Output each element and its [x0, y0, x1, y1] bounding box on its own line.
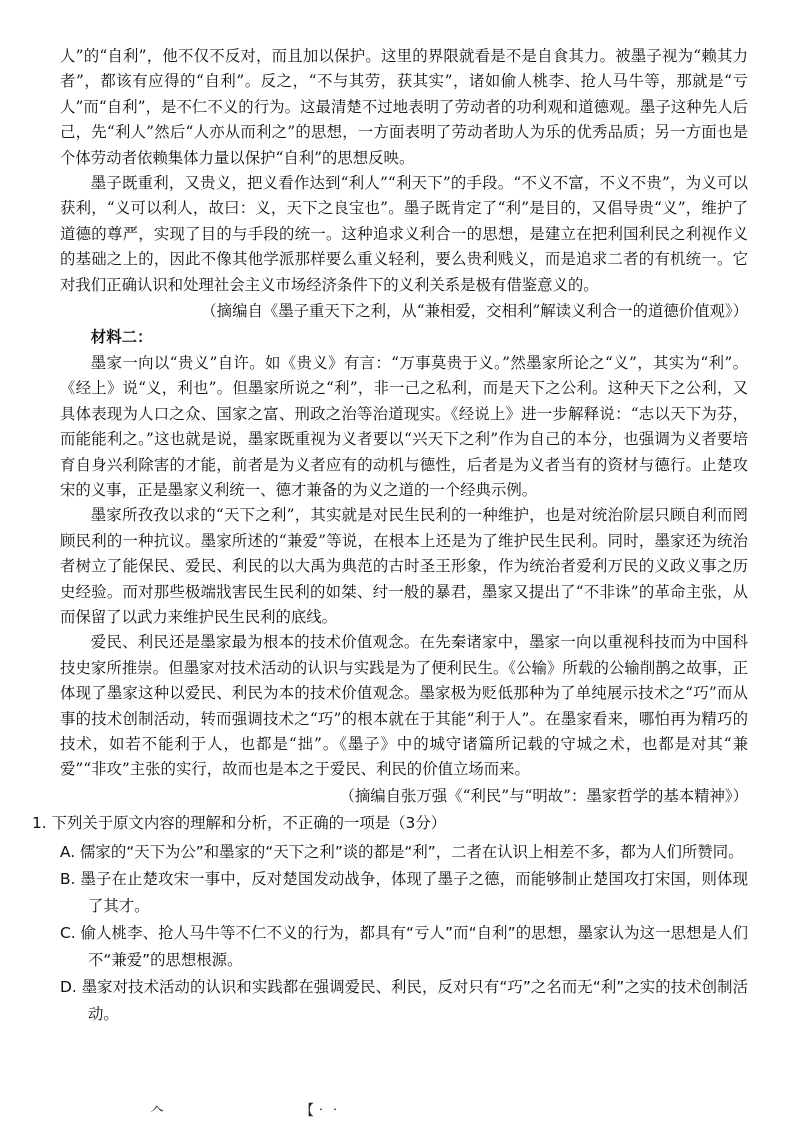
footer-mark-left: 𠆢 — [150, 1103, 164, 1119]
option-b[interactable]: B. 墨子在止楚攻宋一事中，反对楚国发动战争，体现了墨子之德，而能够制止楚国攻打宋国，则体现了其才。 — [60, 869, 748, 915]
answer-options — [60, 839, 748, 1028]
paragraph-tech-values: 爱民、利民还是墨家最为根本的技术价值观念。在先秦诸家中，墨家一向以重视科技而为中国科技史家所推崇。但墨家对技术活动的认识与实践是为了便利民生。《公输》所载的公输削鹊之故事，正体现了墨家这种以爱民、利民为本的技术价值观念。墨家极为贬低那种为了单纯展示技术之“巧”而从事的技术创制活动，转而强调技术之“巧”的根本就在于其能“利于人”。在墨家看来，哪怕再为精巧的技术，如若不能利于人，也都是“拙”。《墨子》中的城守诸篇所记载的守城之术，也都是对其“兼爱”“非攻”主张的实行，故而也是本之于爱民、利民的价值立场而来。 — [60, 633, 748, 779]
material-2-heading: 材料二： — [90, 328, 153, 347]
footer-mark-right: 【‧‧ — [300, 1103, 342, 1119]
option-c[interactable]: C. 偷人桃李、抢人马牛等不仁不义的行为，都具有“亏人”而“自利”的思想，墨家认为这一思想是人们不“兼爱”的思想根源。 — [60, 923, 748, 969]
source-citation-1: （摘编自《墨子重天下之利，从“兼相爱，交相利”解读义利合一的道德价值观》） — [201, 302, 748, 321]
document-page — [32, 44, 748, 1028]
paragraph-tianxia-zhi-li: 墨家所孜孜以求的“天下之利”，其实就是对民生民利的一种维护，也是对统治阶层只顾自利而罔顾民利的一种抗议。墨家所述的“兼爱”等说，在根本上还是为了维护民生民利。同时，墨家还为统治者树立了能保民、爱民、利民的以大禹为典范的古时圣王形象，作为统治者爱利万民的义政义事之历史经验。而对那些极端戕害民生民利的如桀、纣一般的暴君，墨家又提出了“不非诛”的革命主张，从而保留了以武力来维护民生民利的底线。 — [60, 506, 748, 626]
option-d[interactable]: D. 墨家对技术活动的认识和实践都在强调爱民、利民，反对只有“巧”之名而无“利”之实的技术创制活动。 — [60, 977, 748, 1023]
question-stem: 1. 下列关于原文内容的理解和分析，不正确的一项是（3分） — [32, 814, 447, 833]
paragraph-yi-li: 墨子既重利，又贵义，把义看作达到“利人”“利天下”的手段。“不义不富，不义不贵”，为义可以获利，“义可以利人，故曰：义，天下之良宝也”。墨子既肯定了“利”是目的，又倡导贵“义”，维护了道德的尊严，实现了目的与手段的统一。这种追求义利合一的思想，是建立在把利国利民之利视作义的基础之上的，因此不像其他学派那样要么重义轻利，要么贵利贱义，而是追求二者的有机统一。它对我们正确认识和处理社会主义市场经济条件下的义利关系是极有借鉴意义的。 — [60, 174, 748, 294]
option-a[interactable]: A. 儒家的“天下为公”和墨家的“天下之利”谈的都是“利”，二者在认识上相差不多，都为人们所赞同。 — [60, 842, 744, 861]
paragraph-gui-yi: 墨家一向以“贵义”自许。如《贵义》有言：“万事莫贵于义。”然墨家所论之“义”，其实为“利”。《经上》说“义，利也”。但墨家所说之“利”，非一己之私利，而是天下之公利。这种天下之公利，又具体表现为人口之众、国家之富、刑政之治等治道现实。《经说上》进一步解释说：“志以天下为芬，而能能利之。”这也就是说，墨家既重视为义者要以“兴天下之利”作为自己的本分，也强调为义者要培育自身兴利除害的才能，前者是为义者应有的动机与德性，后者是为义者当有的资材与德行。止楚攻宋的义事，正是墨家义利统一、德才兼备的为义之道的一个经典示例。 — [60, 353, 748, 499]
paragraph-continued: 人”的“自利”，他不仅不反对，而且加以保护。这里的界限就看是不是自食其力。被墨子视为“赖其力者”，都该有应得的“自利”。反之，“不与其劳，获其实”，诸如偷人桃李、抢人马牛等，那就是“亏人”而“自利”，是不仁不义的行为。这最清楚不过地表明了劳动者的功利观和道德观。墨子这种先人后己，先“利人”然后“人亦从而利之”的思想，一方面表明了劳动者助人为乐的优秀品质；另一方面也是个体劳动者依赖集体力量以保护“自利”的思想反映。 — [60, 47, 748, 167]
source-citation-2: （摘编自张万强《“利民”与“明故”：墨家哲学的基本精神》） — [339, 786, 748, 805]
